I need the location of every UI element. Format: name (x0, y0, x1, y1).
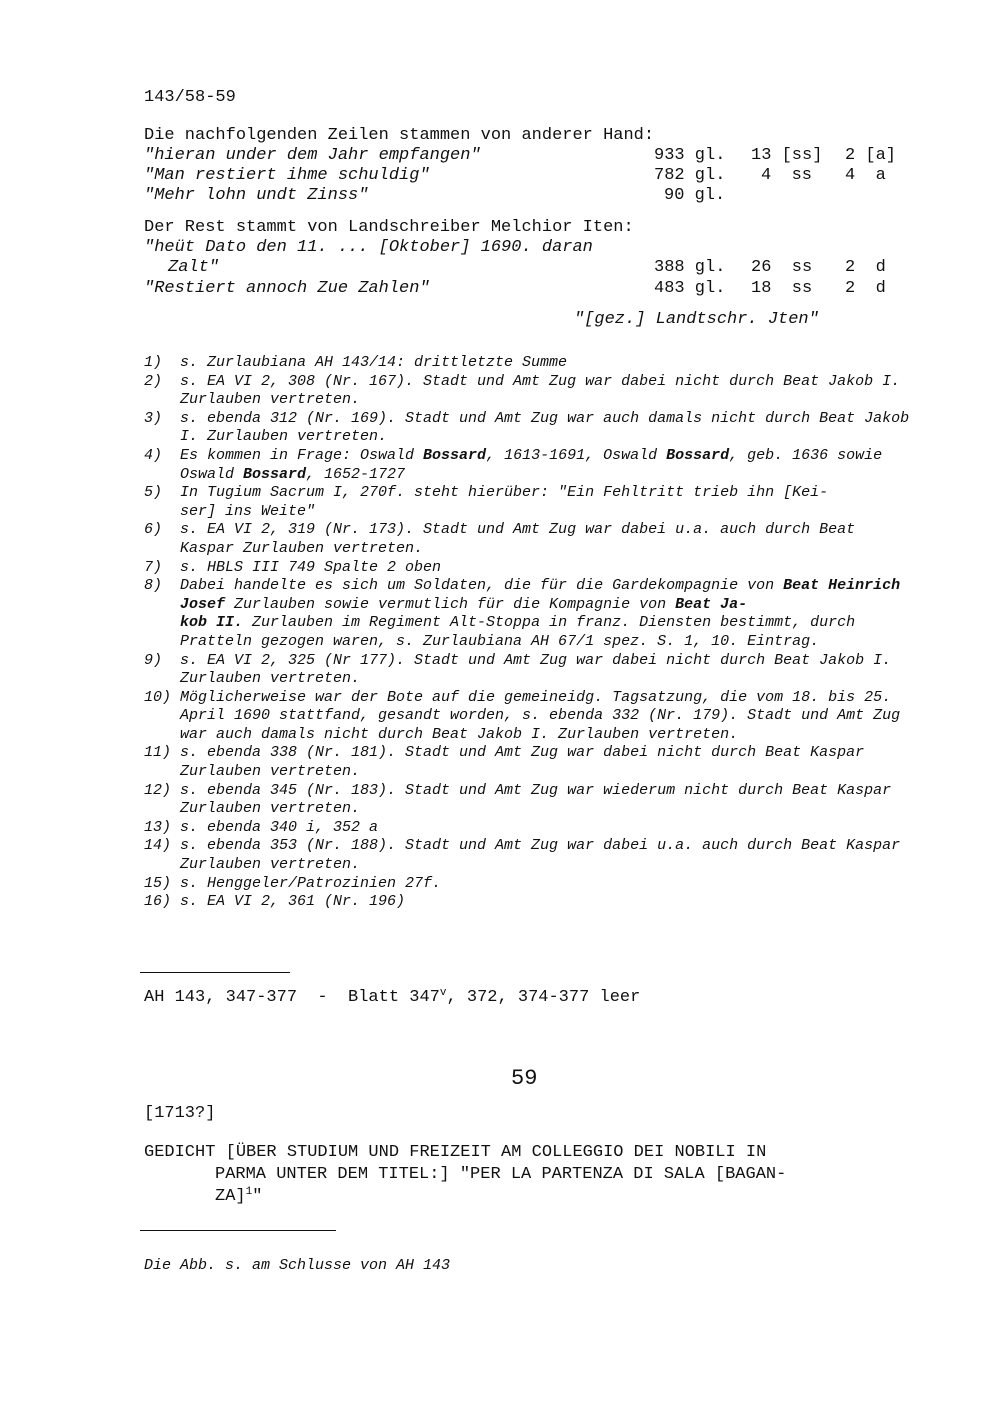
document-date: [1713?] (144, 1104, 216, 1123)
footnote-number: 15) (144, 874, 172, 892)
footnote-text: s. ebenda 345 (Nr. 183). Stadt und Amt Zug war wiederum nicht durch Beat Kaspar Zurlauben vertreten. (180, 781, 901, 818)
section2-line2-amount: 388 gl. (654, 258, 726, 277)
footnote-text: s. ebenda 353 (Nr. 188). Stadt und Amt Zug war dabei u.a. auch durch Beat Kaspar Zurlauben vertreten. (180, 837, 910, 874)
footnote-item (144, 354, 914, 373)
section2-line2-d: 2 d (845, 258, 886, 277)
footnote-number: 8) (144, 577, 163, 595)
note-divider (140, 1230, 336, 1231)
footnote-number: 3) (144, 409, 163, 427)
title-line3-close: " (252, 1187, 263, 1206)
footnote-number: 7) (144, 558, 163, 576)
footnote-item (144, 689, 914, 745)
footnote-item (144, 484, 914, 521)
title-footnote-marker: 1 (245, 1186, 253, 1198)
section2-line3: "Restiert annoch Zue Zahlen" (144, 279, 430, 298)
footnote-text: Dabei handelte es sich um Soldaten, die für die Gardekompagnie von Beat Heinrich Josef Zurlauben sowie vermutlich für die Kompagnie von Beat Ja- kob II. Zurlauben im Regiment Alt-Stoppa in franz. Diensten bestimmt, durch Pratteln gezogen waren, s. Zurlaubiana AH 67/1 spez. S. 1, 10. Eintrag. (180, 577, 910, 650)
ledger-row-1-amount: 933 gl. (654, 146, 726, 165)
ledger-row-3-amount: 90 gl. (664, 186, 726, 205)
footnote-number: 14) (144, 837, 172, 855)
footnote-number: 6) (144, 521, 163, 539)
title-line3-text: ZA] (215, 1187, 246, 1206)
section1-intro: Die nachfolgenden Zeilen stammen von anderer Hand: (144, 126, 655, 145)
footnote-number: 13) (144, 818, 172, 836)
footnote-number: 9) (144, 651, 163, 669)
footnote-text: s. EA VI 2, 319 (Nr. 173). Stadt und Amt Zug war dabei u.a. auch durch Beat Kaspar Zurlauben vertreten. (180, 521, 865, 557)
footnote-number: 5) (144, 484, 163, 502)
footnote-item (144, 893, 914, 912)
footnote-item (144, 875, 914, 894)
footnote-text: s. ebenda 338 (Nr. 181). Stadt und Amt Zug war dabei nicht durch Beat Kaspar Zurlauben vertreten. (180, 744, 874, 781)
footnote-text: s. EA VI 2, 308 (Nr. 167). Stadt und Amt Zug war dabei nicht durch Beat Jakob I. Zurlauben vertreten. (180, 372, 910, 409)
signature: "[gez.] Landtschr. Jten" (574, 310, 819, 329)
ledger-row-1-ss: 13 [ss] (751, 146, 823, 165)
footnote-number: 2) (144, 372, 163, 390)
footnote-text: In Tugium Sacrum I, 270f. steht hierüber: "Ein Fehltritt trieb ihn [Kei- ser] ins Weite" (180, 484, 829, 520)
ah-line-suffix: , 372, 374-377 leer (446, 988, 641, 1007)
footnote-number: 1) (144, 354, 163, 371)
document-number: 59 (511, 1066, 538, 1091)
ledger-row-2-ss: 4 ss (761, 166, 813, 185)
image-note: Die Abb. s. am Schlusse von AH 143 (144, 1257, 451, 1274)
footnote-text: s. EA VI 2, 361 (Nr. 196) (180, 893, 406, 911)
ah-line (144, 988, 640, 1008)
footnote-number: 11) (144, 744, 172, 762)
footnote-number: 12) (144, 781, 172, 799)
footnote-text: s. HBLS III 749 Spalte 2 oben (180, 558, 442, 576)
footnote-text: s. ebenda 340 i, 352 a (180, 818, 379, 836)
footnote-text: s. EA VI 2, 325 (Nr 177). Stadt und Amt Zug war dabei nicht durch Beat Jakob I. Zurlauben vertreten. (180, 651, 901, 688)
footnote-item (144, 837, 914, 874)
document-title-line3 (215, 1187, 262, 1207)
section2-line3-ss: 18 ss (751, 279, 813, 298)
section2-intro: Der Rest stammt von Landschreiber Melchior Iten: (144, 218, 634, 237)
section2-line3-d: 2 d (845, 279, 886, 298)
footnote-item (144, 782, 914, 819)
ledger-row-1-a: 2 [a] (845, 146, 897, 165)
footnote-number: 10) (144, 688, 172, 706)
ledger-row-2-text: "Man restiert ihme schuldig" (144, 166, 430, 185)
section2-line1: "heüt Dato den 11. ... [Oktober] 1690. daran (144, 238, 593, 257)
footnote-number: 16) (144, 893, 172, 911)
footnote-number: 4) (144, 446, 163, 464)
ah-line-superscript: v (439, 987, 447, 999)
footnote-list (144, 354, 919, 912)
footnote-item (144, 744, 914, 781)
page-reference: 143/58-59 (144, 88, 236, 107)
footnote-text: Es kommen in Frage: Oswald Bossard, 1613-1691, Oswald Bossard, geb. 1636 sowie Oswald Bossard, 1652-1727 (180, 446, 892, 483)
section2-line3-amount: 483 gl. (654, 279, 726, 298)
document-title-line1: GEDICHT [ÜBER STUDIUM UND FREIZEIT AM COLLEGGIO DEI NOBILI IN (144, 1143, 767, 1162)
footnote-text: s. ebenda 312 (Nr. 169). Stadt und Amt Zug war auch damals nicht durch Beat Jakob I. Zurlauben vertreten. (180, 409, 919, 446)
footnote-item (144, 559, 914, 578)
footnote-text: s. Zurlaubiana AH 143/14: drittletzte Summe (180, 354, 568, 371)
section2-line2-ss: 26 ss (751, 258, 813, 277)
footnote-item (144, 577, 914, 651)
ledger-row-2-amount: 782 gl. (654, 166, 726, 185)
ledger-row-2-a: 4 a (845, 166, 886, 185)
footnote-item (144, 373, 914, 410)
footnote-item (144, 409, 919, 447)
footnote-item (144, 819, 914, 838)
ledger-row-1-text: "hieran under dem Jahr empfangen" (144, 146, 481, 165)
footnote-text: Möglicherweise war der Bote auf die gemeineidg. Tagsatzung, die vom 18. bis 25. April 1690 stattfand, gesandt worden, s. ebenda 332 (Nr. 179). Stadt und Amt Zug war auch damals nicht durch Beat Jakob I. Zurlauben vertreten. (180, 688, 910, 743)
ledger-row-3-text: "Mehr lohn undt Zinss" (144, 186, 369, 205)
footnote-divider (140, 972, 290, 973)
section2-line2: Zalt" (168, 258, 220, 277)
footnote-item (144, 652, 914, 689)
footnote-item (144, 447, 914, 484)
ah-line-prefix: AH 143, 347-377 - Blatt 347 (144, 988, 440, 1007)
footnote-item (144, 521, 914, 558)
document-title-line2: PARMA UNTER DEM TITEL:] "PER LA PARTENZA DI SALA [BAGAN- (215, 1165, 787, 1184)
footnote-text: s. Henggeler/Patrozinien 27f. (180, 874, 442, 892)
